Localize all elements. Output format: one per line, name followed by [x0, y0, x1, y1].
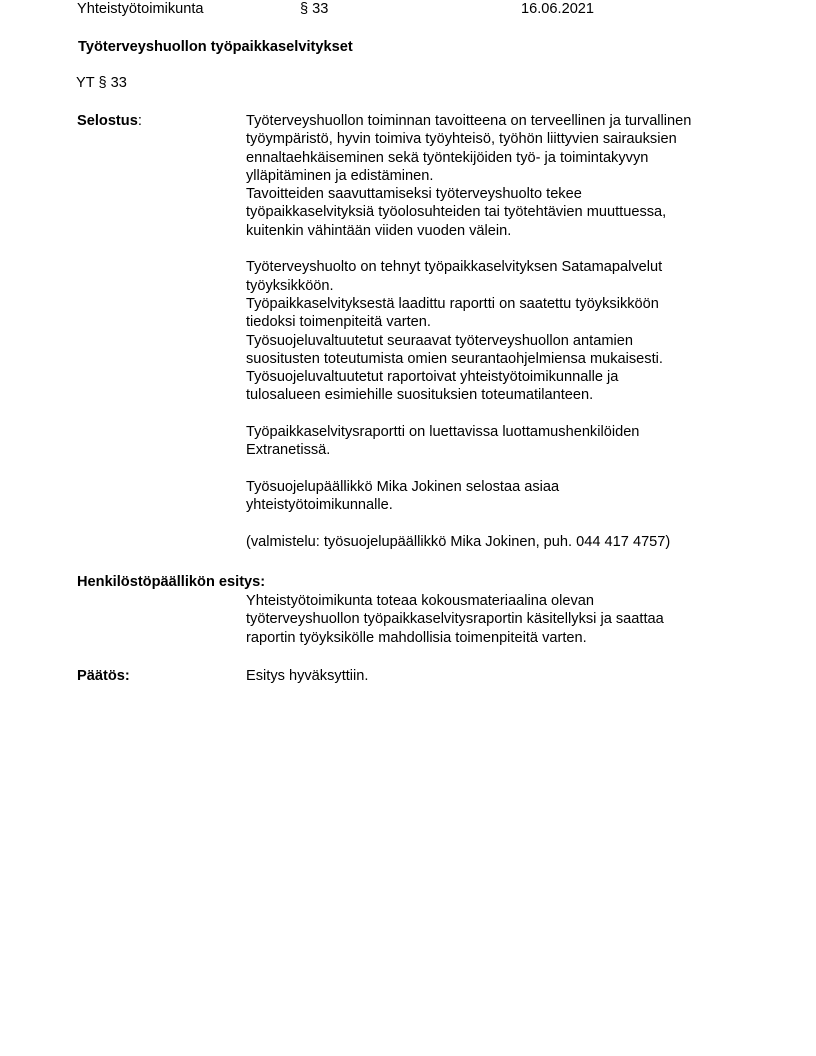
paragraph-gap: [246, 240, 746, 258]
selostus-label: [77, 112, 142, 130]
selostus-line: Tavoitteiden saavuttamiseksi työterveyshuolto tekee: [246, 186, 582, 203]
selostus-label-colon: :: [137, 113, 142, 129]
document-title: Työterveyshuollon työpaikkaselvitykset: [78, 39, 353, 55]
esitys-line: työterveyshuollon työpaikkaselvitysraportin käsitellyksi ja saattaa: [246, 611, 664, 628]
selostus-line: työyksikköön.: [246, 277, 334, 294]
selostus-line: Työsuojeluvaltuutetut raportoivat yhteistyötoimikunnalle ja: [246, 369, 619, 386]
selostus-line: Työpaikkaselvitysraportti on luettavissa luottamushenkilöiden: [246, 424, 640, 441]
selostus-line: ylläpitäminen ja edistäminen.: [246, 167, 434, 184]
esitys-label: Henkilöstöpäällikön esitys:: [77, 574, 266, 590]
paatos-body: [246, 667, 746, 685]
paragraph-gap: [246, 460, 746, 478]
header-date: 16.06.2021: [521, 1, 595, 17]
esitys-line: raportin työyksikölle mahdollisia toimenpiteitä varten.: [246, 629, 587, 646]
selostus-line: Työterveyshuolto on tehnyt työpaikkaselvityksen Satamapalvelut: [246, 259, 663, 276]
section-reference: YT § 33: [76, 75, 127, 91]
paragraph-gap: [246, 515, 746, 533]
selostus-line: Työterveyshuollon toiminnan tavoitteena on terveellinen ja turvallinen: [246, 113, 692, 129]
selostus-line: Työsuojelupäällikkö Mika Jokinen selostaa asiaa: [246, 478, 560, 495]
selostus-line: Työpaikkaselvityksestä laadittu raportti on saatettu työyksikköön: [246, 295, 659, 312]
selostus-line: suositusten toteutumista omien seurantaohjelmiensa mukaisesti.: [246, 350, 663, 367]
selostus-line: ennaltaehkäiseminen sekä työntekijöiden työ- ja toimintakyvyn: [246, 149, 649, 166]
paatos-label: Päätös:: [77, 668, 130, 684]
paragraph-gap: [246, 405, 746, 423]
selostus-line: tiedoksi toimenpiteitä varten.: [246, 314, 431, 331]
selostus-line: Extranetissä.: [246, 442, 331, 459]
esitys-body: [246, 592, 746, 647]
header-body-name: Yhteistyötoimikunta: [77, 1, 204, 17]
preparer-note: (valmistelu: työsuojelupäällikkö Mika Jokinen, puh. 044 417 4757): [246, 533, 671, 550]
selostus-line: kuitenkin vähintään viiden vuoden välein.: [246, 222, 512, 239]
selostus-body: [246, 112, 746, 551]
paatos-text: Esitys hyväksyttiin.: [246, 668, 369, 684]
selostus-line: yhteistyötoimikunnalle.: [246, 497, 393, 514]
selostus-line: työympäristö, hyvin toimiva työyhteisö, työhön liittyvien sairauksien: [246, 131, 677, 148]
selostus-line: tulosalueen esimiehille suosituksien toteumatilanteen.: [246, 387, 594, 404]
esitys-line: Yhteistyötoimikunta toteaa kokousmateriaalina olevan: [246, 593, 595, 609]
header-section-number: § 33: [300, 1, 329, 17]
selostus-line: työpaikkaselvityksiä työolosuhteiden tai työtehtävien muuttuessa,: [246, 204, 667, 221]
selostus-label-text: Selostus: [77, 113, 138, 129]
selostus-line: Työsuojeluvaltuutetut seuraavat työterveyshuollon antamien: [246, 332, 633, 349]
